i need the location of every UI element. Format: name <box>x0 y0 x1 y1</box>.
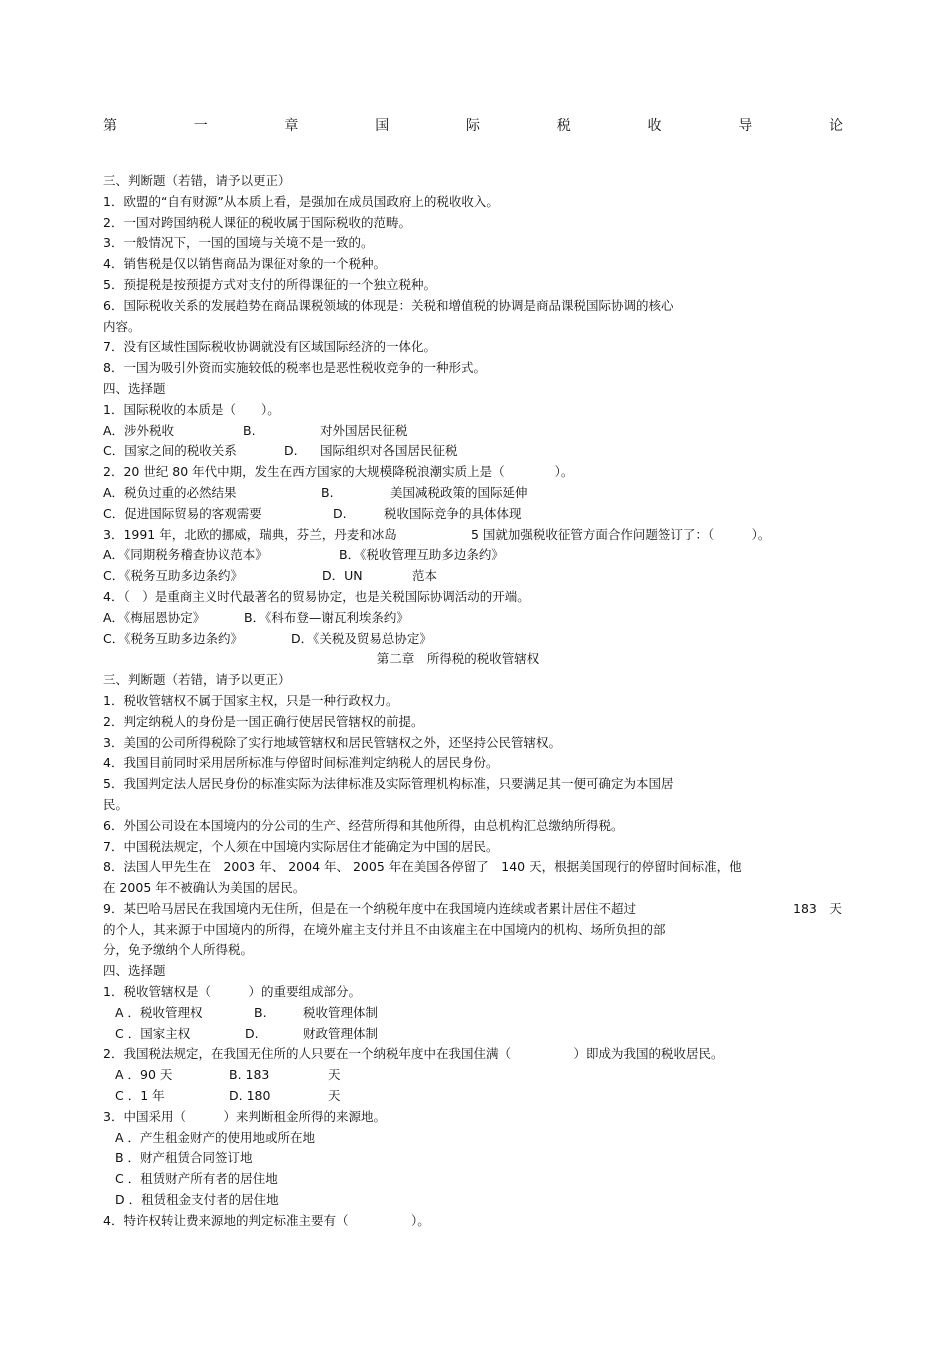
option-c: C．《税务互助多边条约》 <box>103 568 243 584</box>
option-d-unit: 天 <box>328 1088 341 1104</box>
judge-item: 3．美国的公司所得税除了实行地域管辖权和居民管辖权之外，还坚持公民管辖权。 <box>103 734 561 750</box>
question: 2．20 世纪 80 年代中期，发生在西方国家的大规模降税浪潮实质上是（ ）。 <box>103 464 574 480</box>
option-d: 范本 <box>412 568 438 584</box>
option-d: 国际组织对各国居民征税 <box>320 443 458 459</box>
option-a: A．涉外税收 <box>103 422 175 438</box>
judge-item: 7．没有区域性国际税收协调就没有区域国际经济的一体化。 <box>103 339 436 355</box>
question: 3．中国采用（ ）来判断租金所得的来源地。 <box>103 1108 386 1124</box>
option-row <box>103 566 848 587</box>
option-b: B. 183 <box>229 1067 270 1083</box>
option-b-label: B. <box>321 484 334 500</box>
option-b: 对外国居民征税 <box>320 422 408 438</box>
option-c: C．促进国际贸易的客观需要 <box>103 505 262 521</box>
option-a: A．《梅屈恩协定》 <box>103 609 206 625</box>
option-d: 财政管理体制 <box>303 1025 379 1041</box>
judge-item-continuation: 分，免予缴纳个人所得税。 <box>103 942 254 958</box>
judge-item: 8．法国人甲先生在 2003 年、 2004 年、 2005 年在美国各停留了 140 天，根据美国现行的停留时间标准，他 <box>103 859 742 875</box>
option-d: D. 180 <box>229 1088 271 1104</box>
option-row <box>103 608 848 629</box>
option-row <box>103 1024 848 1045</box>
title-char: 论 <box>829 118 843 134</box>
option-row <box>103 629 848 650</box>
question: 1．税收管辖权是（ ）的重要组成部分。 <box>103 984 361 1000</box>
section-heading: 四、选择题 <box>103 380 166 396</box>
option-b: 税收管理体制 <box>303 1004 379 1020</box>
title-char: 国 <box>375 118 390 134</box>
option-row <box>103 1065 848 1086</box>
document-body <box>103 171 848 1232</box>
title-char: 第 <box>103 118 117 134</box>
judge-item: 8．一国为吸引外资而实施较低的税率也是恶性税收竞争的一种形式。 <box>103 360 486 376</box>
option-c: C ．1 年 <box>115 1088 165 1104</box>
judge-item-continuation: 在 2005 年不被确认为美国的居民。 <box>103 880 306 896</box>
title-char: 税 <box>556 118 571 134</box>
option-row <box>103 1003 848 1024</box>
option-b-label: B. <box>243 422 256 438</box>
question: 4．特许权转让费来源地的判定标准主要有（ ）。 <box>103 1212 430 1228</box>
question: 1．国际税收的本质是（ ）。 <box>103 401 280 417</box>
option-d-label: D. <box>284 443 298 459</box>
chapter1-title <box>103 115 843 135</box>
option-a: A ．产生租金财产的使用地或所在地 <box>115 1129 316 1145</box>
judge-item <box>103 899 848 920</box>
judge-item-continuation: 民。 <box>103 796 129 812</box>
option-b: 美国减税政策的国际延伸 <box>390 484 528 500</box>
option-d: D．《关税及贸易总协定》 <box>291 630 432 646</box>
chapter2-title: 第二章 所得税的税收管辖权 <box>376 651 540 667</box>
option-b: B．《税收管理互助多边条约》 <box>339 547 504 563</box>
option-d: 税收国际竞争的具体体现 <box>384 505 522 521</box>
judge-item-continuation: 的个人，其来源于中国境内的所得，在境外雇主支付并且不由该雇主在中国境内的机构、场所负担的部 <box>103 921 666 937</box>
judge-item: 3．一般情况下，一国的国境与关境不是一致的。 <box>103 235 374 251</box>
judge-item: 2．一国对跨国纳税人课征的税收属于国际税收的范畴。 <box>103 214 411 230</box>
judge-item: 2．判定纳税人的身份是一国正确行使居民管辖权的前提。 <box>103 713 424 729</box>
judge-item: 6．国际税收关系的发展趋势在商品课税领域的体现是：关税和增值税的协调是商品课税国际协调的核心 <box>103 297 674 313</box>
judge-item: 5．我国判定法人居民身份的标准实际为法律标准及实际管理机构标准，只要满足其一便可确定为本国居 <box>103 776 674 792</box>
judge-item: 5．预提税是按预提方式对支付的所得课征的一个独立税种。 <box>103 276 436 292</box>
judge-item-text: 9．某巴哈马居民在我国境内无住所，但是在一个纳税年度中在我国境内连续或者累计居住不超过 <box>103 900 636 916</box>
option-row <box>103 1086 848 1107</box>
section-heading: 三、判断题（若错，请予以更正） <box>103 672 291 688</box>
question-text: 3．1991 年，北欧的挪威，瑞典，芬兰，丹麦和冰岛 <box>103 526 397 542</box>
option-row <box>103 483 848 504</box>
judge-item: 6．外国公司设在本国境内的分公司的生产、经营所得和其他所得，由总机构汇总缴纳所得税。 <box>103 817 624 833</box>
option-c: C．《税务互助多边条约》 <box>103 630 243 646</box>
option-a: A ．税收管理权 <box>115 1004 203 1020</box>
title-char: 际 <box>466 118 480 134</box>
title-char: 章 <box>284 118 299 134</box>
option-row <box>103 545 848 566</box>
option-a: A．《同期税务稽查协议范本》 <box>103 547 268 563</box>
option-d-label: D. <box>245 1025 259 1041</box>
judge-item: 1．税收管辖权不属于国家主权，只是一种行政权力。 <box>103 692 399 708</box>
judge-item: 7．中国税法规定，个人须在中国境内实际居住才能确定为中国的居民。 <box>103 838 499 854</box>
option-a: A ．90 天 <box>115 1067 173 1083</box>
judge-item-continuation: 内容。 <box>103 318 141 334</box>
title-char: 导 <box>738 118 753 134</box>
title-char: 收 <box>647 118 662 134</box>
option-d: D ．租赁租金支付者的居住地 <box>115 1192 279 1208</box>
section-heading: 四、选择题 <box>103 963 166 979</box>
option-row <box>103 441 848 462</box>
option-a: A．税负过重的必然结果 <box>103 484 237 500</box>
judge-item: 4．我国目前同时采用居所标准与停留时间标准判定纳税人的居民身份。 <box>103 755 499 771</box>
question: 2．我国税法规定，在我国无住所的人只要在一个纳税年度中在我国住满（ ）即成为我国的税收居民。 <box>103 1046 724 1062</box>
question: 4．（ ）是重商主义时代最著名的贸易协定，也是关税国际协调活动的开端。 <box>103 588 530 604</box>
option-d-label: D. <box>333 505 347 521</box>
section-heading: 三、判断题（若错，请予以更正） <box>103 173 291 188</box>
option-d-label: D．UN <box>322 568 363 584</box>
title-char: 一 <box>193 118 208 134</box>
option-b-label: B. <box>254 1004 267 1020</box>
option-row <box>103 504 848 525</box>
question <box>103 525 848 546</box>
judge-item: 4．销售税是仅以销售商品为课征对象的一个税种。 <box>103 256 386 272</box>
question-text-continued: 5 国就加强税收征管方面合作问题签订了：（ ）。 <box>471 526 771 542</box>
option-c: C ．租赁财产所有者的居住地 <box>115 1171 278 1187</box>
option-b: B ．财产租赁合同签订地 <box>115 1150 253 1166</box>
option-b: B．《科布登—谢瓦利埃条约》 <box>244 609 409 625</box>
judge-item: 1．欧盟的“自有财源”从本质上看，是强加在成员国政府上的税收收入。 <box>103 193 499 209</box>
option-c: C ．国家主权 <box>115 1025 191 1041</box>
judge-item-days: 183 天 <box>793 900 842 916</box>
option-b-unit: 天 <box>328 1067 341 1083</box>
option-c: C．国家之间的税收关系 <box>103 443 237 459</box>
option-row <box>103 421 848 442</box>
